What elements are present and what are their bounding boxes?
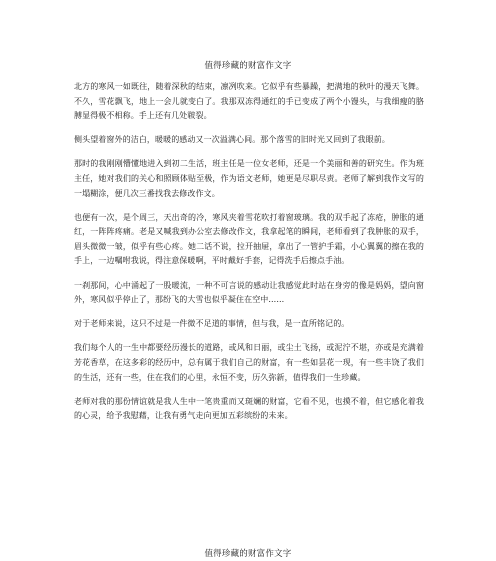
document-body [74,80,424,433]
paragraph: 那时的我刚刚懵懂地进入到初二生活，班主任是一位女老师，还是一个美丽和善的研究生。作为班主任，她对我们的关心和照顾体贴至极，作为语文老师，她更是尽职尽责。老师了解到我作文写的一塌糊涂，便几次三番找我去修改作文。 [74,159,424,198]
paragraph: 也便有一次，是个周三，天出奇的冷，寒风夹着雪花吹打着窗玻璃。我的双手起了冻疮，肿胀的通红，一阵阵疼痛。老是又喊我到办公室去修改作文，我拿起笔的瞬间，老师看到了我肿胀的双手，眉头微微一皱，似乎有些心疼。她二话不说，拉开抽屉，拿出了一管护手霜，小心翼翼的擦在我的手上，一边嘱咐我说，得注意保暖啊，平时戴好手套，记得洗手后擦点手油。 [74,212,424,266]
paragraph: 对于老师来说，这只不过是一件微不足道的事情，但与我，是一直所铭记的。 [74,319,350,329]
paragraph: 一刹那间，心中涌起了一股暖流，一种不可言说的感动让我感觉此时站在身旁的像是妈妈，望向窗外，寒风似乎停止了，那纷飞的大雪也似乎凝住在空中...... [74,280,424,305]
document-title: 值得珍藏的财富作文字 [204,61,292,71]
paragraph: 老师对我的那份情谊就是我人生中一笔贵重而又斑斓的财富，它看不见，也摸不着，但它感化着我的心灵，给予我慰藉，让我有勇气走向更加五彩缤纷的未来。 [74,396,424,421]
paragraph: 北方的寒风一如既往，随着深秋的结束，凛冽吹来。它似乎有些暴躁，把满地的秋叶的漫天飞舞。不久，雪花飘飞，地上一会儿就变白了。我那双冻得通红的手已变成了两个小馒头，与我细瘦的胳膊显得极不相称。手上还有几处皲裂。 [74,82,424,121]
paragraph: 侧头望着窗外的洁白，暖暖的感动又一次溢满心间。那个落雪的旧时光又回到了我眼前。 [74,135,390,145]
footer-title: 值得珍藏的财富作文字 [204,549,292,559]
paragraph: 我们每个人的一生中都要经历漫长的道路，或风和日丽，或尘土飞扬，或泥泞不堪，亦或是充满着芳花香草，在这多彩的经历中，总有属于我们自己的财富，有一些如昙花一现，有一些丰饶了我们的生活，还有一些，住在我们的心里，永恒不变，历久弥新，值得我们一生珍藏。 [74,343,424,382]
